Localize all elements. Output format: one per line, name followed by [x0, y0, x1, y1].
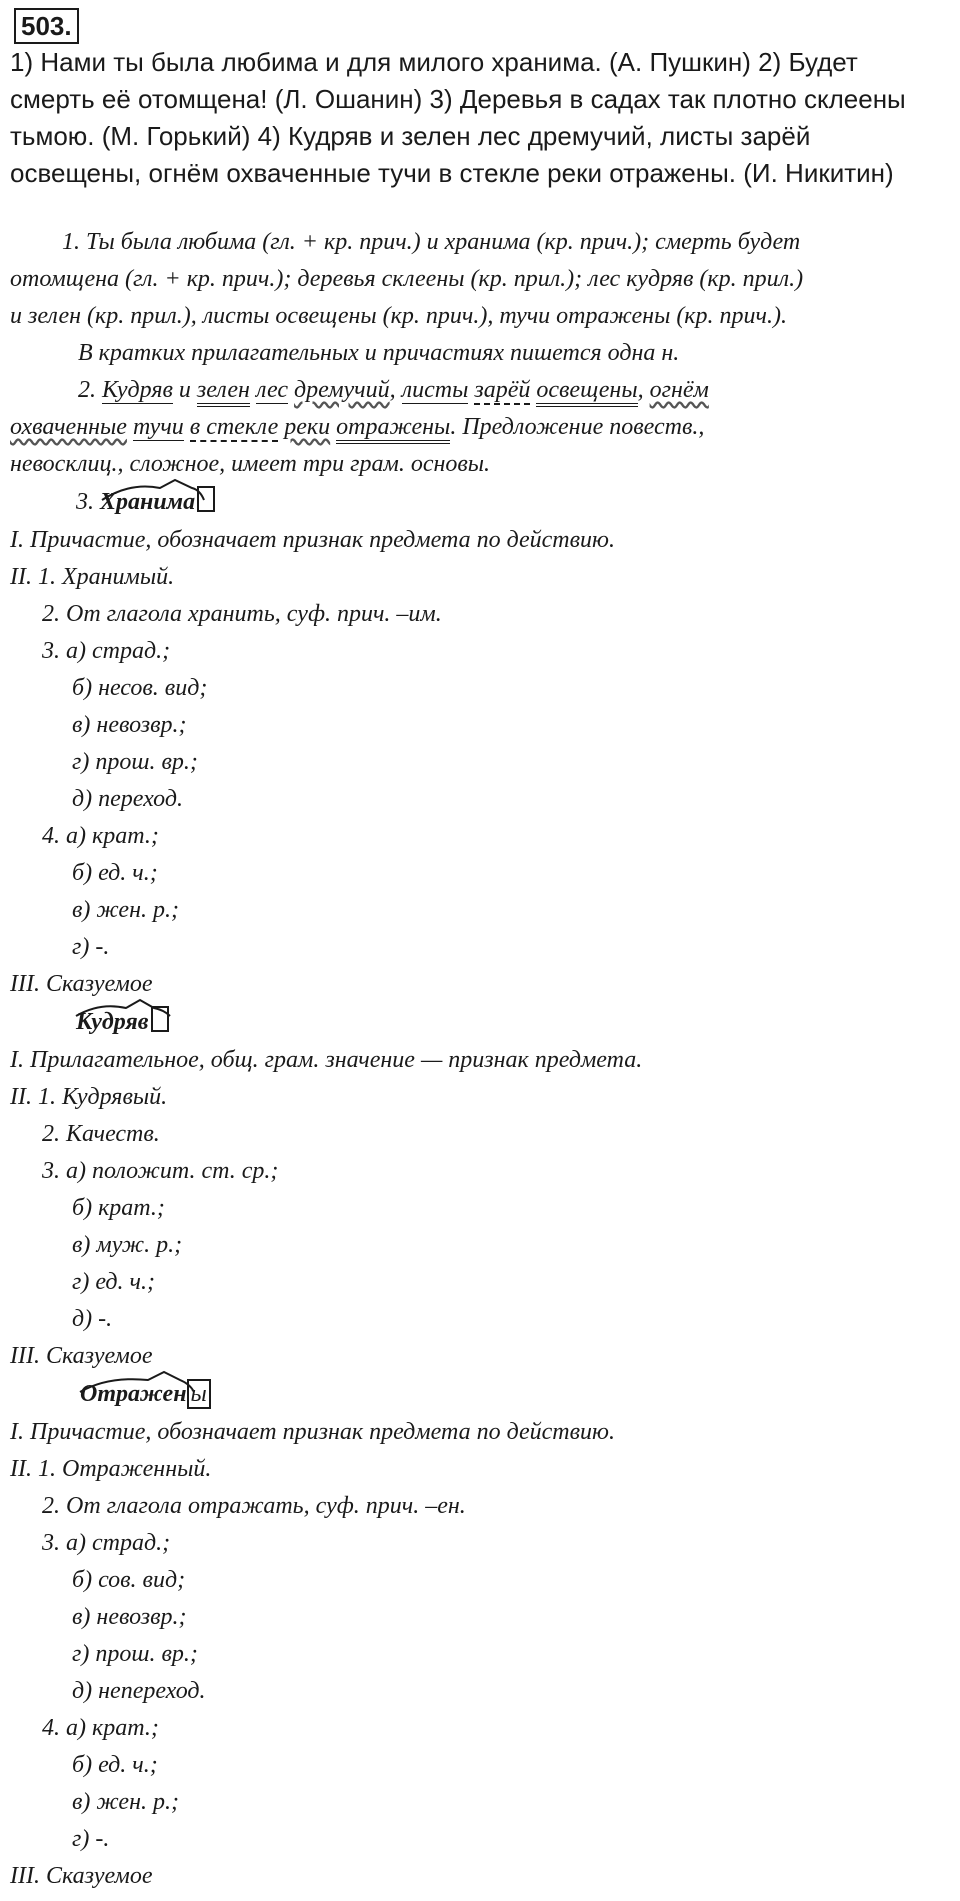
task2-prefix: 2. [78, 377, 96, 403]
predicate-word: освещены [536, 377, 637, 407]
word-stem: Хранима [100, 489, 196, 515]
analysis-line: 3. а) страд.; [42, 638, 171, 664]
word-ending: ы [187, 1379, 211, 1409]
task3-prefix: 3. [76, 489, 94, 515]
analysis-line: в) муж. р.; [72, 1232, 183, 1258]
analysis-line: г) прош. вр.; [72, 1641, 198, 1667]
source-text: 1) Нами ты была любима и для милого хранима. (А. Пушкин) 2) Будет смерть её отомщена! (Л. Ошанин) 3) Деревья в садах так плотно склеены тьмою. (М. Горький) 4) Кудряв и зелен лес дремучий, листы зарёй освещены, огнём охваченные тучи в стекле реки отражены. (И. Никитин) [10, 47, 906, 188]
analysis-line: III. Сказуемое [10, 1343, 153, 1369]
subject-word: лес [255, 377, 288, 403]
exercise-number: 503. [14, 8, 79, 44]
predicate-word: отражены [336, 414, 450, 444]
analysis-line: в) жен. р.; [72, 897, 179, 923]
analysis-line: I. Прилагательное, общ. грам. значение — признак предмета. [10, 1047, 643, 1073]
analysis-line: III. Сказуемое [10, 971, 153, 997]
root-arc-icon [100, 480, 210, 516]
task2-tail: . Предложение повеств., [450, 414, 705, 440]
analysis-line: 4. а) крат.; [42, 823, 159, 849]
analysis-line: г) прош. вр.; [72, 749, 198, 775]
analysis-line: б) ед. ч.; [72, 1752, 158, 1778]
analysis-line: I. Причастие, обозначает признак предмета по действию. [10, 1419, 615, 1445]
analysis-line: 2. От глагола хранить, суф. прич. –им. [42, 601, 442, 627]
predicate-word: зелен [197, 377, 250, 407]
subject-word: Кудряв [102, 377, 173, 403]
analysis-line: в) жен. р.; [72, 1789, 179, 1815]
analysis-line: I. Причастие, обозначает признак предмета по действию. [10, 527, 615, 553]
root-arc-icon [74, 998, 174, 1018]
task1-line: и зелен (кр. прил.), листы освещены (кр. прич.), тучи отражены (кр. прич.). [10, 303, 787, 329]
adverbial-word: в стекле [189, 414, 279, 440]
analysis-line: г) ед. ч.; [72, 1269, 155, 1295]
analysis-line: 2. Качеств. [42, 1121, 160, 1147]
attribute-word: огнём [649, 377, 709, 403]
analysis-line: г) -. [72, 934, 110, 960]
analysis-line: д) непереход. [72, 1678, 206, 1704]
analysis-line: в) невозвр.; [72, 712, 187, 738]
analysis-line: III. Сказуемое [10, 1863, 153, 1889]
attribute-word: дремучий [294, 377, 390, 403]
word: и [178, 377, 191, 403]
analysis-line: б) крат.; [72, 1195, 165, 1221]
comma: , [637, 377, 644, 403]
analysis-line: II. 1. Отраженный. [10, 1456, 212, 1482]
task2-line1 [78, 372, 709, 409]
word-stem: Отражен [80, 1381, 187, 1407]
task1-rule: В кратких прилагательных и причастиях пишется одна н. [78, 340, 680, 366]
task1-line: отомщена (гл. + кр. прич.); деревья склеены (кр. прил.); лес кудряв (кр. прил.) [10, 266, 804, 292]
analysis-line: б) ед. ч.; [72, 860, 158, 886]
adverbial-word: зарёй [474, 377, 531, 403]
analysis3 [10, 1414, 615, 1895]
task1-line: 1. Ты была любима (гл. + кр. прич.) и хранима (кр. прич.); смерть будет [62, 229, 801, 255]
task2-line3: невосклиц., сложное, имеет три грам. основы. [10, 451, 491, 477]
comma: , [389, 377, 396, 403]
analysis-line: в) невозвр.; [72, 1604, 187, 1630]
analysis-line: II. 1. Хранимый. [10, 564, 175, 590]
analysis1 [10, 522, 615, 1003]
analysis2 [10, 1042, 642, 1375]
attribute-word: реки [284, 414, 331, 440]
attribute-word: охваченные [10, 414, 127, 440]
analysis-line: 3. а) страд.; [42, 1530, 171, 1556]
analysis-line: д) переход. [72, 786, 183, 812]
analysis-line: б) сов. вид; [72, 1567, 186, 1593]
analysis-line: II. 1. Кудрявый. [10, 1084, 168, 1110]
root-arc-icon [78, 1370, 208, 1394]
subject-word: тучи [132, 414, 184, 440]
analysis-line: 3. а) положит. ст. ср.; [42, 1158, 279, 1184]
analysis-line: б) несов. вид; [72, 675, 208, 701]
subject-word: листы [401, 377, 469, 403]
analysis-line: 4. а) крат.; [42, 1715, 159, 1741]
word-stem: Кудряв [76, 1009, 149, 1035]
analysis-line: 2. От глагола отражать, суф. прич. –ен. [42, 1493, 466, 1519]
task1 [10, 224, 950, 372]
task2-line2 [10, 409, 704, 446]
analysis-line: д) -. [72, 1306, 113, 1332]
analysis-line: г) -. [72, 1826, 110, 1852]
